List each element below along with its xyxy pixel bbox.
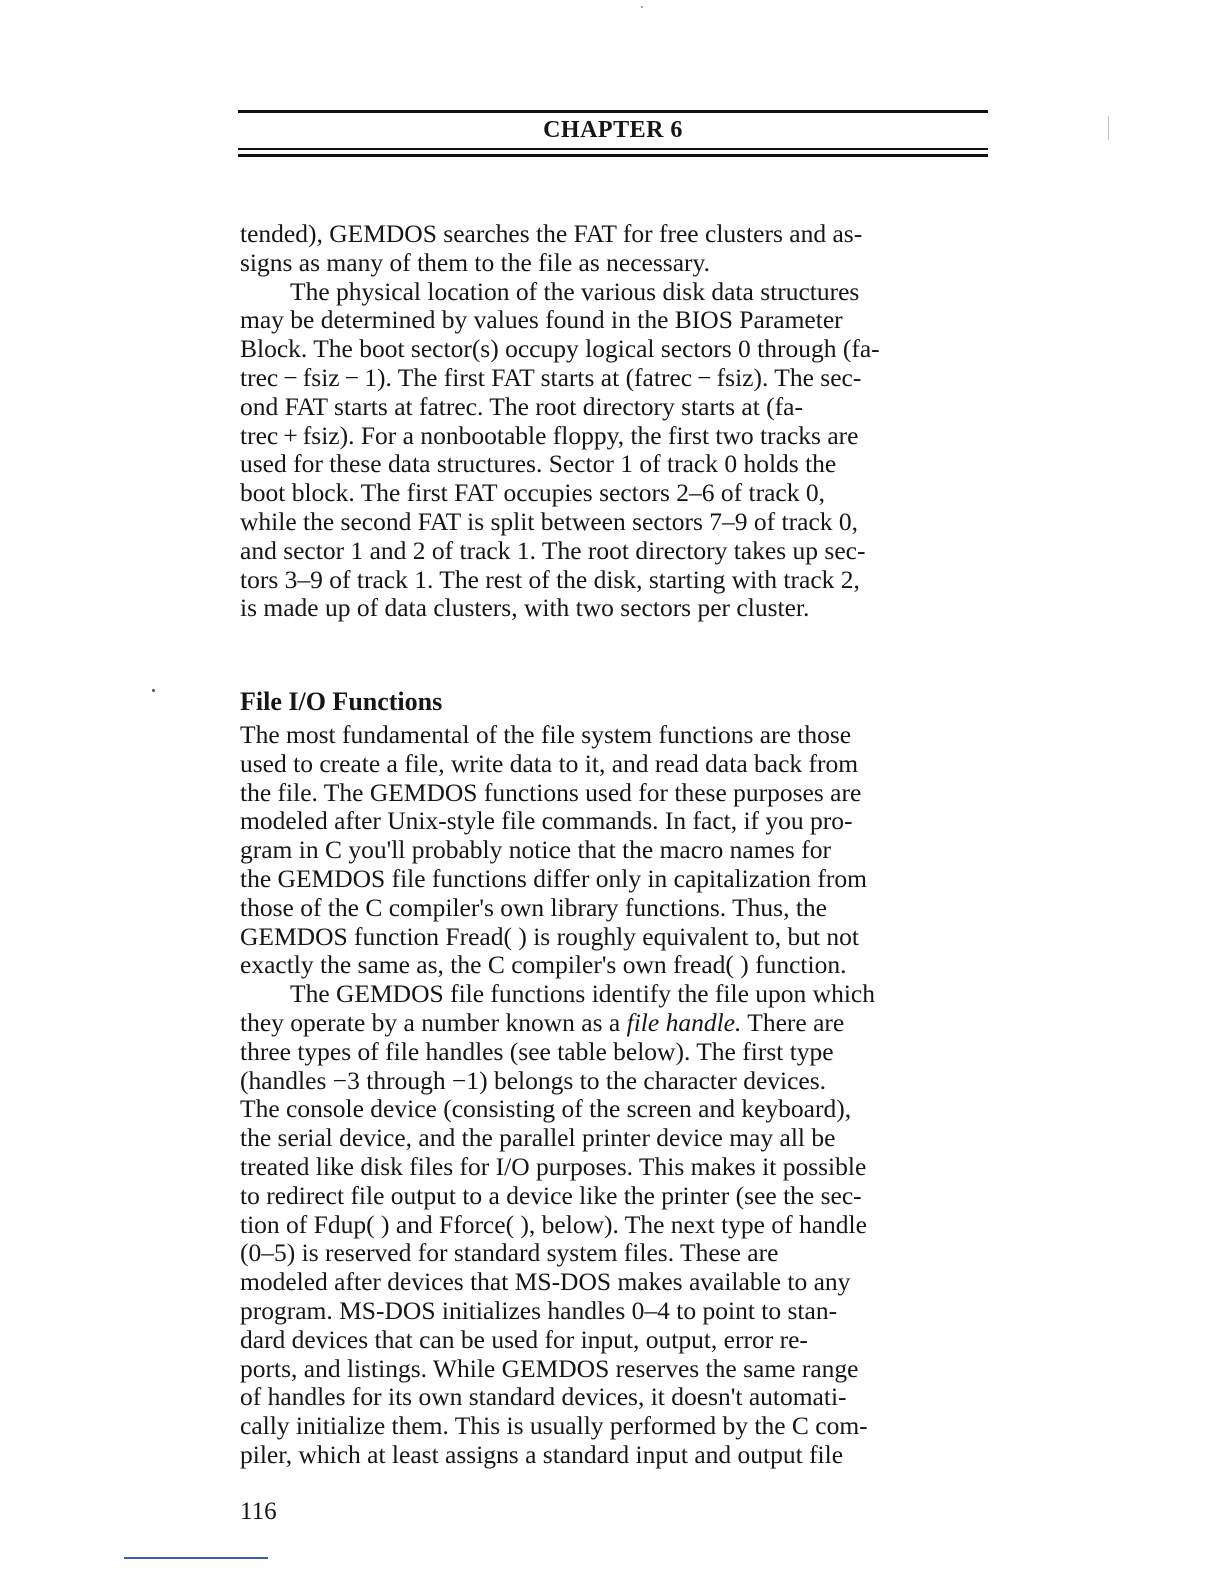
text-line: cally initialize them. This is usually performed by the C com- xyxy=(240,1411,868,1441)
text-line: dard devices that can be used for input, output, error re- xyxy=(240,1324,808,1354)
text-line: Block. The boot sector(s) occupy logical sectors 0 through (fa- xyxy=(240,334,880,364)
text-line: the GEMDOS file functions differ only in capitalization from xyxy=(240,863,867,893)
text-line: program. MS-DOS initializes handles 0–4 to point to stan- xyxy=(240,1295,838,1325)
page-number: 116 xyxy=(240,1498,277,1525)
text-line: exactly the same as, the C compiler's own fread( ) function. xyxy=(240,950,847,980)
text-line: The GEMDOS file functions identify the file upon which xyxy=(290,979,875,1009)
text-line: ond FAT starts at fatrec. The root directory starts at (fa- xyxy=(240,391,803,421)
text-line: while the second FAT is split between sectors 7–9 of track 0, xyxy=(240,506,859,536)
text-line: modeled after devices that MS-DOS makes available to any xyxy=(240,1267,851,1297)
footer-rule xyxy=(124,1557,268,1559)
text-line: trec + fsiz). For a nonbootable floppy, the first two tracks are xyxy=(240,420,859,450)
paragraph-block-1 xyxy=(240,220,985,623)
text-line: is made up of data clusters, with two sectors per cluster. xyxy=(240,593,810,623)
text-line: the serial device, and the parallel printer device may all be xyxy=(240,1123,836,1153)
scan-edge-mark xyxy=(1108,116,1109,140)
text-line: used for these data structures. Sector 1 of track 0 holds the xyxy=(240,449,837,479)
text-line: of handles for its own standard devices, it doesn't automati- xyxy=(240,1382,847,1412)
text-line: signs as many of them to the file as necessary. xyxy=(240,247,710,277)
text-line: used to create a file, write data to it, and read data back from xyxy=(240,748,859,778)
text-line: The most fundamental of the file system functions are those xyxy=(240,720,852,749)
chapter-title: CHAPTER 6 xyxy=(543,117,683,143)
text-line: piler, which at least assigns a standard input and output file xyxy=(240,1439,844,1469)
text-line: to redirect file output to a device like the printer (see the sec- xyxy=(240,1180,862,1210)
margin-dot xyxy=(152,689,155,692)
text-line: may be determined by values found in the BIOS Parameter xyxy=(240,305,843,335)
text-run: There are xyxy=(741,1007,845,1037)
text-line: GEMDOS function Fread( ) is roughly equivalent to, but not xyxy=(240,921,859,951)
text-line: The physical location of the various disk data structures xyxy=(290,276,860,306)
text-line: tors 3–9 of track 1. The rest of the disk, starting with track 2, xyxy=(240,564,860,594)
text-line: the file. The GEMDOS functions used for these purposes are xyxy=(240,777,862,807)
text-line: three types of file handles (see table below). The first type xyxy=(240,1036,834,1066)
text-line: tended), GEMDOS searches the FAT for free clusters and as- xyxy=(240,219,863,248)
section-heading: File I/O Functions xyxy=(240,687,443,716)
header-rule-top xyxy=(238,110,988,113)
text-line: tion of Fdup( ) and Fforce( ), below). The next type of handle xyxy=(240,1209,867,1239)
text-line: those of the C compiler's own library functions. Thus, the xyxy=(240,892,827,922)
header-rule-bottom xyxy=(238,148,988,157)
paragraph-block-2 xyxy=(240,721,985,1470)
text-line: (0–5) is reserved for standard system files. These are xyxy=(240,1238,779,1268)
italic-term: file handle. xyxy=(626,1007,742,1037)
text-line: treated like disk files for I/O purposes. This makes it possible xyxy=(240,1151,867,1181)
text-line: trec − fsiz − 1). The first FAT starts at (fatrec − fsiz). The sec- xyxy=(240,362,862,392)
scan-speck xyxy=(641,6,643,8)
text-line: ports, and listings. While GEMDOS reserves the same range xyxy=(240,1353,859,1383)
text-line: and sector 1 and 2 of track 1. The root directory takes up sec- xyxy=(240,535,866,565)
text-line-with-italic xyxy=(240,1009,985,1038)
text-line: (handles −3 through −1) belongs to the character devices. xyxy=(240,1065,827,1095)
text-run: they operate by a number known as a xyxy=(240,1007,627,1037)
text-line: gram in C you'll probably notice that the macro names for xyxy=(240,835,831,865)
text-line: modeled after Unix-style file commands. In fact, if you pro- xyxy=(240,806,853,836)
text-line: boot block. The first FAT occupies sectors 2–6 of track 0, xyxy=(240,478,825,508)
text-line: The console device (consisting of the screen and keyboard), xyxy=(240,1094,852,1124)
